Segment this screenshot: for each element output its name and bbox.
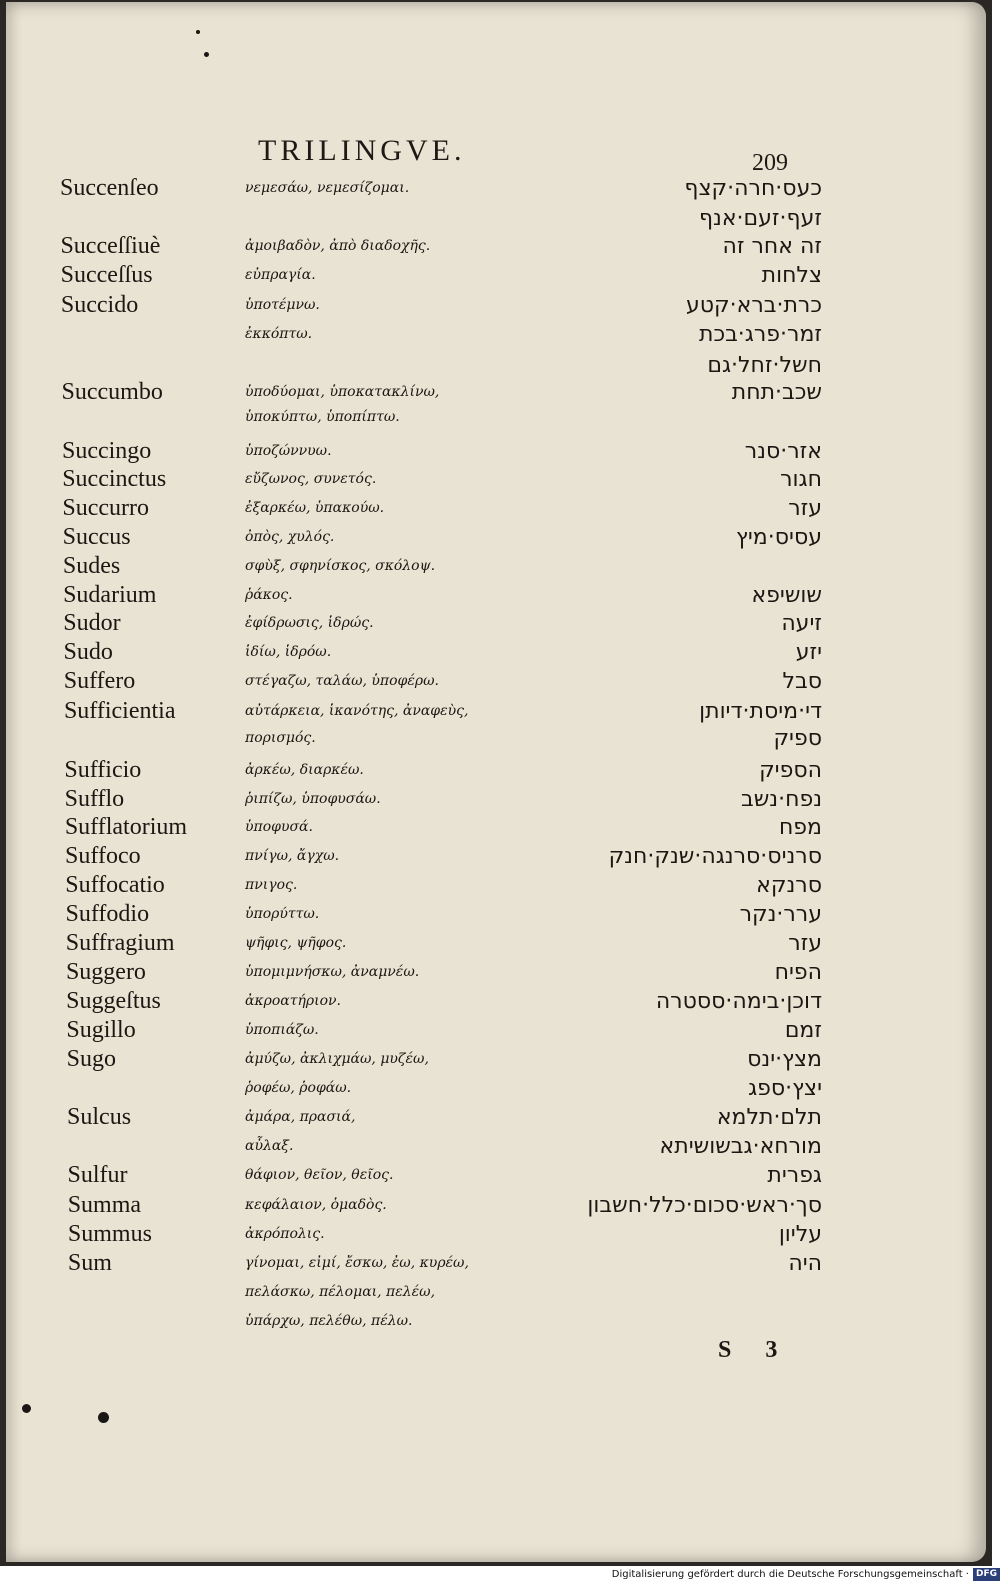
greek-equivalent: πελάσκω, πέλομαι, πελέω, bbox=[245, 1284, 436, 1300]
latin-headword: Sufflatorium bbox=[64, 813, 188, 840]
latin-headword: Suggeſtus bbox=[66, 987, 161, 1014]
greek-equivalent: εὐπραγία. bbox=[245, 267, 316, 283]
greek-equivalent: κεφάλαιον, ὁμαδὸς. bbox=[245, 1197, 387, 1213]
entry-row bbox=[0, 350, 1000, 380]
hebrew-equivalent: שושיפא bbox=[751, 582, 822, 608]
greek-equivalent: αὖλαξ. bbox=[245, 1138, 294, 1154]
hebrew-equivalent: הספיק bbox=[759, 757, 822, 783]
latin-headword: Succingo bbox=[61, 437, 152, 464]
latin-headword: Summus bbox=[67, 1220, 152, 1247]
latin-headword: Suggero bbox=[65, 958, 146, 985]
entry-row bbox=[0, 1277, 1000, 1307]
entry-row bbox=[0, 260, 1000, 290]
hebrew-equivalent: ספיק bbox=[773, 725, 822, 751]
entry-row bbox=[0, 580, 1000, 610]
hebrew-equivalent: יצץ·ספג bbox=[748, 1075, 822, 1101]
hebrew-equivalent: סרנקא bbox=[756, 872, 822, 898]
hebrew-equivalent: סך·ראש·סכום·כלל·חשבון bbox=[587, 1192, 822, 1218]
entry-row bbox=[0, 928, 1000, 958]
entry-row bbox=[0, 402, 1000, 432]
greek-equivalent: ἱδίω, ἱδρόω. bbox=[245, 644, 332, 660]
entry-row bbox=[0, 522, 1000, 552]
greek-equivalent: ἀκροατήριον. bbox=[245, 993, 341, 1009]
greek-equivalent: ἀμύζω, ἀκλιχμάω, μυζέω, bbox=[245, 1051, 429, 1067]
footer-credit-text: Digitalisierung gefördert durch die Deutsche Forschungsgemeinschaft · bbox=[611, 1569, 969, 1580]
latin-headword: Succeſſiuè bbox=[60, 232, 161, 259]
latin-headword: Sudarium bbox=[63, 581, 157, 608]
greek-equivalent: ὑποτέμνω. bbox=[245, 297, 320, 313]
entry-row bbox=[0, 841, 1000, 871]
greek-equivalent: ὑπομιμνήσκω, ἀναμνέω. bbox=[245, 964, 420, 980]
hebrew-equivalent: חגור bbox=[780, 466, 822, 492]
greek-equivalent: γίνομαι, εἰμί, ἔσκω, ἐω, κυρέω, bbox=[245, 1255, 469, 1271]
hebrew-equivalent: צלחות bbox=[761, 262, 822, 288]
entry-row bbox=[0, 755, 1000, 785]
dfg-logo-icon: DFG bbox=[973, 1568, 1000, 1581]
latin-headword: Suffodio bbox=[65, 900, 150, 927]
hebrew-equivalent: עזר bbox=[788, 495, 822, 521]
entry-row bbox=[0, 696, 1000, 726]
hebrew-equivalent: זעף·זעם·אנף bbox=[698, 205, 822, 231]
hebrew-equivalent: עסיס·מיץ bbox=[736, 524, 822, 550]
greek-equivalent: πνίγω, ἄγχω. bbox=[245, 848, 340, 864]
greek-equivalent: ἀμάρα, πρασιά, bbox=[245, 1109, 356, 1125]
entry-row bbox=[0, 870, 1000, 900]
entry-row bbox=[0, 899, 1000, 929]
entry-row bbox=[0, 1248, 1000, 1278]
greek-equivalent: πνιγος. bbox=[245, 877, 298, 893]
entry-row bbox=[0, 812, 1000, 842]
greek-equivalent: ἐφίδρωσις, ἱδρώς. bbox=[245, 615, 374, 631]
latin-headword: Sum bbox=[67, 1249, 112, 1276]
latin-headword: Suffoco bbox=[65, 842, 141, 869]
hebrew-equivalent: ערר·נקר bbox=[739, 901, 822, 927]
entry-row bbox=[0, 493, 1000, 523]
greek-equivalent: ψῆφις, ψῆφος. bbox=[245, 935, 347, 951]
entry-row bbox=[0, 1015, 1000, 1045]
hebrew-equivalent: מצץ·ינס bbox=[747, 1046, 822, 1072]
latin-headword: Sufflo bbox=[64, 785, 125, 812]
hebrew-equivalent: זה אחר זה bbox=[722, 233, 822, 259]
latin-headword: Sudes bbox=[62, 552, 121, 579]
hebrew-equivalent: זיעה bbox=[781, 610, 822, 636]
entry-row bbox=[0, 723, 1000, 753]
greek-equivalent: ἀμοιβαδὸν, ἀπὸ διαδοχῆς. bbox=[245, 238, 431, 254]
latin-headword: Succurro bbox=[62, 494, 150, 521]
hebrew-equivalent: כרת·ברא·קטע bbox=[686, 292, 822, 318]
page-number: 209 bbox=[752, 150, 788, 176]
latin-headword: Succenſeo bbox=[60, 174, 159, 201]
greek-equivalent: ὑπορύττω. bbox=[245, 906, 320, 922]
entry-row bbox=[0, 231, 1000, 261]
greek-equivalent: νεμεσάω, νεμεσίζομαι. bbox=[245, 180, 410, 196]
entry-row bbox=[0, 290, 1000, 320]
entry-row bbox=[0, 1073, 1000, 1103]
greek-equivalent: ὑποδύομαι, ὑποκατακλίνω, bbox=[245, 384, 440, 400]
hebrew-equivalent: זמר·פרג·בכת bbox=[699, 321, 822, 347]
hebrew-equivalent: מורחא·גבשושיתא bbox=[659, 1133, 822, 1159]
latin-headword: Sufficientia bbox=[63, 697, 176, 724]
latin-headword: Sulcus bbox=[67, 1103, 132, 1130]
hebrew-equivalent: זמם bbox=[784, 1017, 822, 1043]
latin-headword: Sulfur bbox=[67, 1161, 128, 1188]
latin-headword: Suffocatio bbox=[65, 871, 165, 898]
latin-headword: Suffero bbox=[63, 667, 136, 694]
greek-equivalent: ὀπὸς, χυλός. bbox=[245, 529, 335, 545]
hebrew-equivalent: גפרית bbox=[767, 1162, 822, 1188]
entry-row bbox=[0, 319, 1000, 349]
hebrew-equivalent: יזע bbox=[795, 639, 822, 665]
entry-row bbox=[0, 1306, 1000, 1336]
entry-row bbox=[0, 551, 1000, 581]
greek-equivalent: ὑποπιάζω. bbox=[245, 1022, 319, 1038]
entry-row bbox=[0, 986, 1000, 1016]
entry-row bbox=[0, 1102, 1000, 1132]
hebrew-equivalent: נפח·נשב bbox=[740, 786, 822, 812]
hebrew-equivalent: חשל·זחל·גם bbox=[707, 352, 822, 378]
hebrew-equivalent: עזר bbox=[788, 930, 822, 956]
greek-equivalent: θάφιον, θεῖον, θεῖος. bbox=[245, 1167, 394, 1183]
ink-speck bbox=[98, 1412, 109, 1423]
hebrew-equivalent: סרניס·סרנגה·שנק·חנק bbox=[608, 843, 822, 869]
latin-headword: Sudor bbox=[63, 609, 121, 636]
greek-equivalent: ἀκρόπολις. bbox=[245, 1226, 325, 1242]
greek-equivalent: στέγαζω, ταλάω, ὑποφέρω. bbox=[245, 673, 439, 689]
hebrew-equivalent: מפח bbox=[778, 814, 822, 840]
greek-equivalent: αὐτάρκεια, ἱκανότης, ἀναφεὺς, bbox=[245, 703, 469, 719]
greek-equivalent: ῥάκος. bbox=[245, 587, 293, 603]
latin-headword: Summa bbox=[67, 1191, 142, 1218]
entry-row bbox=[0, 1160, 1000, 1190]
entry-row bbox=[0, 666, 1000, 696]
greek-equivalent: ἀρκέω, διαρκέω. bbox=[245, 762, 364, 778]
entry-row bbox=[0, 637, 1000, 667]
latin-headword: Succus bbox=[62, 523, 131, 550]
greek-equivalent: πορισμός. bbox=[245, 730, 316, 746]
latin-headword: Succeſſus bbox=[60, 261, 153, 288]
greek-equivalent: ὑποφυσά. bbox=[245, 819, 313, 835]
hebrew-equivalent: אזר·סנר bbox=[744, 438, 822, 464]
greek-equivalent: ὑπάρχω, πελέθω, πέλω. bbox=[245, 1313, 413, 1329]
latin-headword: Sudo bbox=[63, 638, 113, 665]
entry-row bbox=[0, 1044, 1000, 1074]
hebrew-equivalent: די·מיסת·דיותן bbox=[699, 698, 822, 724]
entry-row bbox=[0, 1190, 1000, 1220]
latin-headword: Succido bbox=[60, 291, 139, 318]
entry-row bbox=[0, 464, 1000, 494]
entry-row bbox=[0, 173, 1000, 203]
entry-row bbox=[0, 784, 1000, 814]
hebrew-equivalent: כעס·חרה·קצף bbox=[684, 175, 822, 201]
latin-headword: Succumbo bbox=[61, 378, 163, 405]
latin-headword: Succinctus bbox=[62, 465, 167, 492]
entry-row bbox=[0, 203, 1000, 233]
entry-row bbox=[0, 957, 1000, 987]
entry-row bbox=[0, 436, 1000, 466]
hebrew-equivalent: עליון bbox=[778, 1221, 822, 1247]
greek-equivalent: ὑποζώννυω. bbox=[245, 443, 332, 459]
hebrew-equivalent: שכב·תחת bbox=[731, 379, 822, 405]
greek-equivalent: ἐξαρκέω, ὑπακούω. bbox=[245, 500, 385, 516]
latin-headword: Sufficio bbox=[64, 756, 142, 783]
footer-credit-bar bbox=[606, 1566, 1000, 1583]
latin-headword: Sugillo bbox=[66, 1016, 136, 1043]
signature-mark: S 3 bbox=[718, 1337, 792, 1363]
latin-headword: Sugo bbox=[66, 1045, 116, 1072]
hebrew-equivalent: תלם·תלמא bbox=[716, 1104, 822, 1130]
hebrew-equivalent: הפיח bbox=[774, 959, 822, 985]
hebrew-equivalent: דוכן·בימה·ססטרה bbox=[655, 988, 822, 1014]
greek-equivalent: ἐκκόπτω. bbox=[245, 326, 313, 342]
ink-speck bbox=[22, 1404, 31, 1413]
latin-headword: Suffragium bbox=[65, 929, 175, 956]
greek-equivalent: ὑποκύπτω, ὑποπίπτω. bbox=[245, 409, 400, 425]
greek-equivalent: εὔζωνος, συνετός. bbox=[245, 471, 377, 487]
entry-row bbox=[0, 1219, 1000, 1249]
hebrew-equivalent: היה bbox=[788, 1250, 822, 1276]
entry-row bbox=[0, 608, 1000, 638]
greek-equivalent: σφὺξ, σφηνίσκος, σκόλοψ. bbox=[245, 558, 436, 574]
greek-equivalent: ῥοφέω, ῥοφάω. bbox=[245, 1080, 352, 1096]
greek-equivalent: ῥιπίζω, ὑποφυσάω. bbox=[245, 791, 381, 807]
entry-row bbox=[0, 1131, 1000, 1161]
page-title: TRILINGVE. bbox=[258, 134, 466, 167]
hebrew-equivalent: סבל bbox=[782, 668, 822, 694]
